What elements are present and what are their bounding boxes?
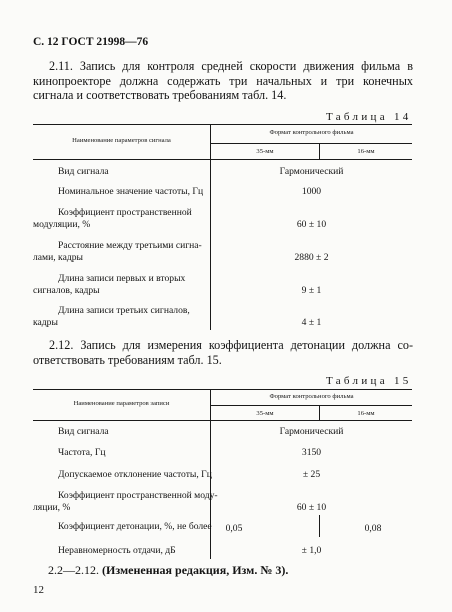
table-row-param-cont: лами, кадры (33, 252, 83, 263)
table-row-param: Вид сигнала (58, 166, 109, 177)
table-row-param: Допускаемое отклонение частоты, Гц (58, 469, 212, 480)
paragraph-line: кинопроекторе должна содержать три начальных и три конечных (33, 73, 413, 88)
paragraph-line: 2.12. Запись для измерения коэффициента детонации должна со- (49, 338, 413, 352)
table-row-param: Длина записи третьих сигналов, (58, 305, 190, 316)
table-14-format-header: Формат контрольного фильма (269, 129, 354, 136)
table-row-param: Расстояние между третьими сигна- (58, 240, 202, 251)
table-15-col-35: 35-мм (256, 410, 274, 417)
table-row-value: Гармонический (279, 426, 344, 437)
table-row-value: 2880 ± 2 (294, 252, 329, 263)
page-number: 12 (33, 584, 44, 596)
paragraph-line: 2.11. Запись для контроля средней скорости движения фильма в (49, 59, 413, 73)
paragraph-line: сигнала и соответствовать требованиям табл. 14. (33, 88, 287, 102)
table-row-value: 4 ± 1 (301, 317, 322, 328)
table-row-param: Вид сигнала (58, 426, 109, 437)
table-14-col-35: 35-мм (256, 148, 274, 155)
table-row-param: Номинальное значение частоты, Гц (58, 186, 204, 197)
table-row-value: 60 ± 10 (296, 502, 327, 513)
table-row-value: 9 ± 1 (301, 285, 322, 296)
table-row-value: ± 1,0 (301, 545, 322, 556)
table-row-value: 60 ± 10 (296, 219, 327, 230)
table-15-param-header: Наименование параметров записи (73, 400, 170, 407)
table-row-param: Длина записи первых и вторых (58, 273, 186, 284)
paragraph-2-11 (33, 59, 413, 103)
table-14-col-16: 16-мм (357, 148, 375, 155)
paragraph-line: ответствовать требованиям табл. 15. (33, 352, 222, 367)
table-15-format-header: Формат контрольного фильма (269, 393, 354, 400)
amendment-text: (Измененная редакция, Изм. № 3). (102, 563, 289, 577)
table-row-param: Коэффициент пространственной (58, 207, 192, 218)
table-row-param: Коэффициент детонации, %, не более (58, 521, 212, 532)
table-row-value-35: 0,05 (225, 523, 243, 534)
table-row-value-16: 0,08 (364, 523, 382, 534)
table-row-value: 1000 (301, 186, 322, 197)
table-15-col-16: 16-мм (357, 410, 375, 417)
table-row-param-cont: модуляции, % (33, 219, 91, 230)
table-row-param: Неравномерность отдачи, дБ (58, 545, 176, 556)
table-row-param: Коэффициент пространственной моду- (58, 490, 218, 501)
table-row-param: Частота, Гц (58, 447, 106, 458)
amendment-range: 2.2—2.12. (48, 563, 99, 577)
table-14-caption: Таблица 14 (326, 111, 412, 123)
table-row-param-cont: сигналов, кадры (33, 285, 100, 296)
page-header: С. 12 ГОСТ 21998—76 (33, 36, 149, 48)
table-row-value: 3150 (301, 447, 322, 458)
table-14-param-header: Наименование параметров сигнала (72, 137, 171, 144)
table-row-param-cont: ляции, % (33, 502, 71, 513)
paragraph-2-12 (33, 338, 413, 367)
amendment-note (48, 563, 288, 578)
table-15-caption: Таблица 15 (326, 375, 412, 387)
table-row-value: ± 25 (302, 469, 321, 480)
table-row-value: Гармонический (279, 166, 344, 177)
table-row-param-cont: кадры (33, 317, 58, 328)
